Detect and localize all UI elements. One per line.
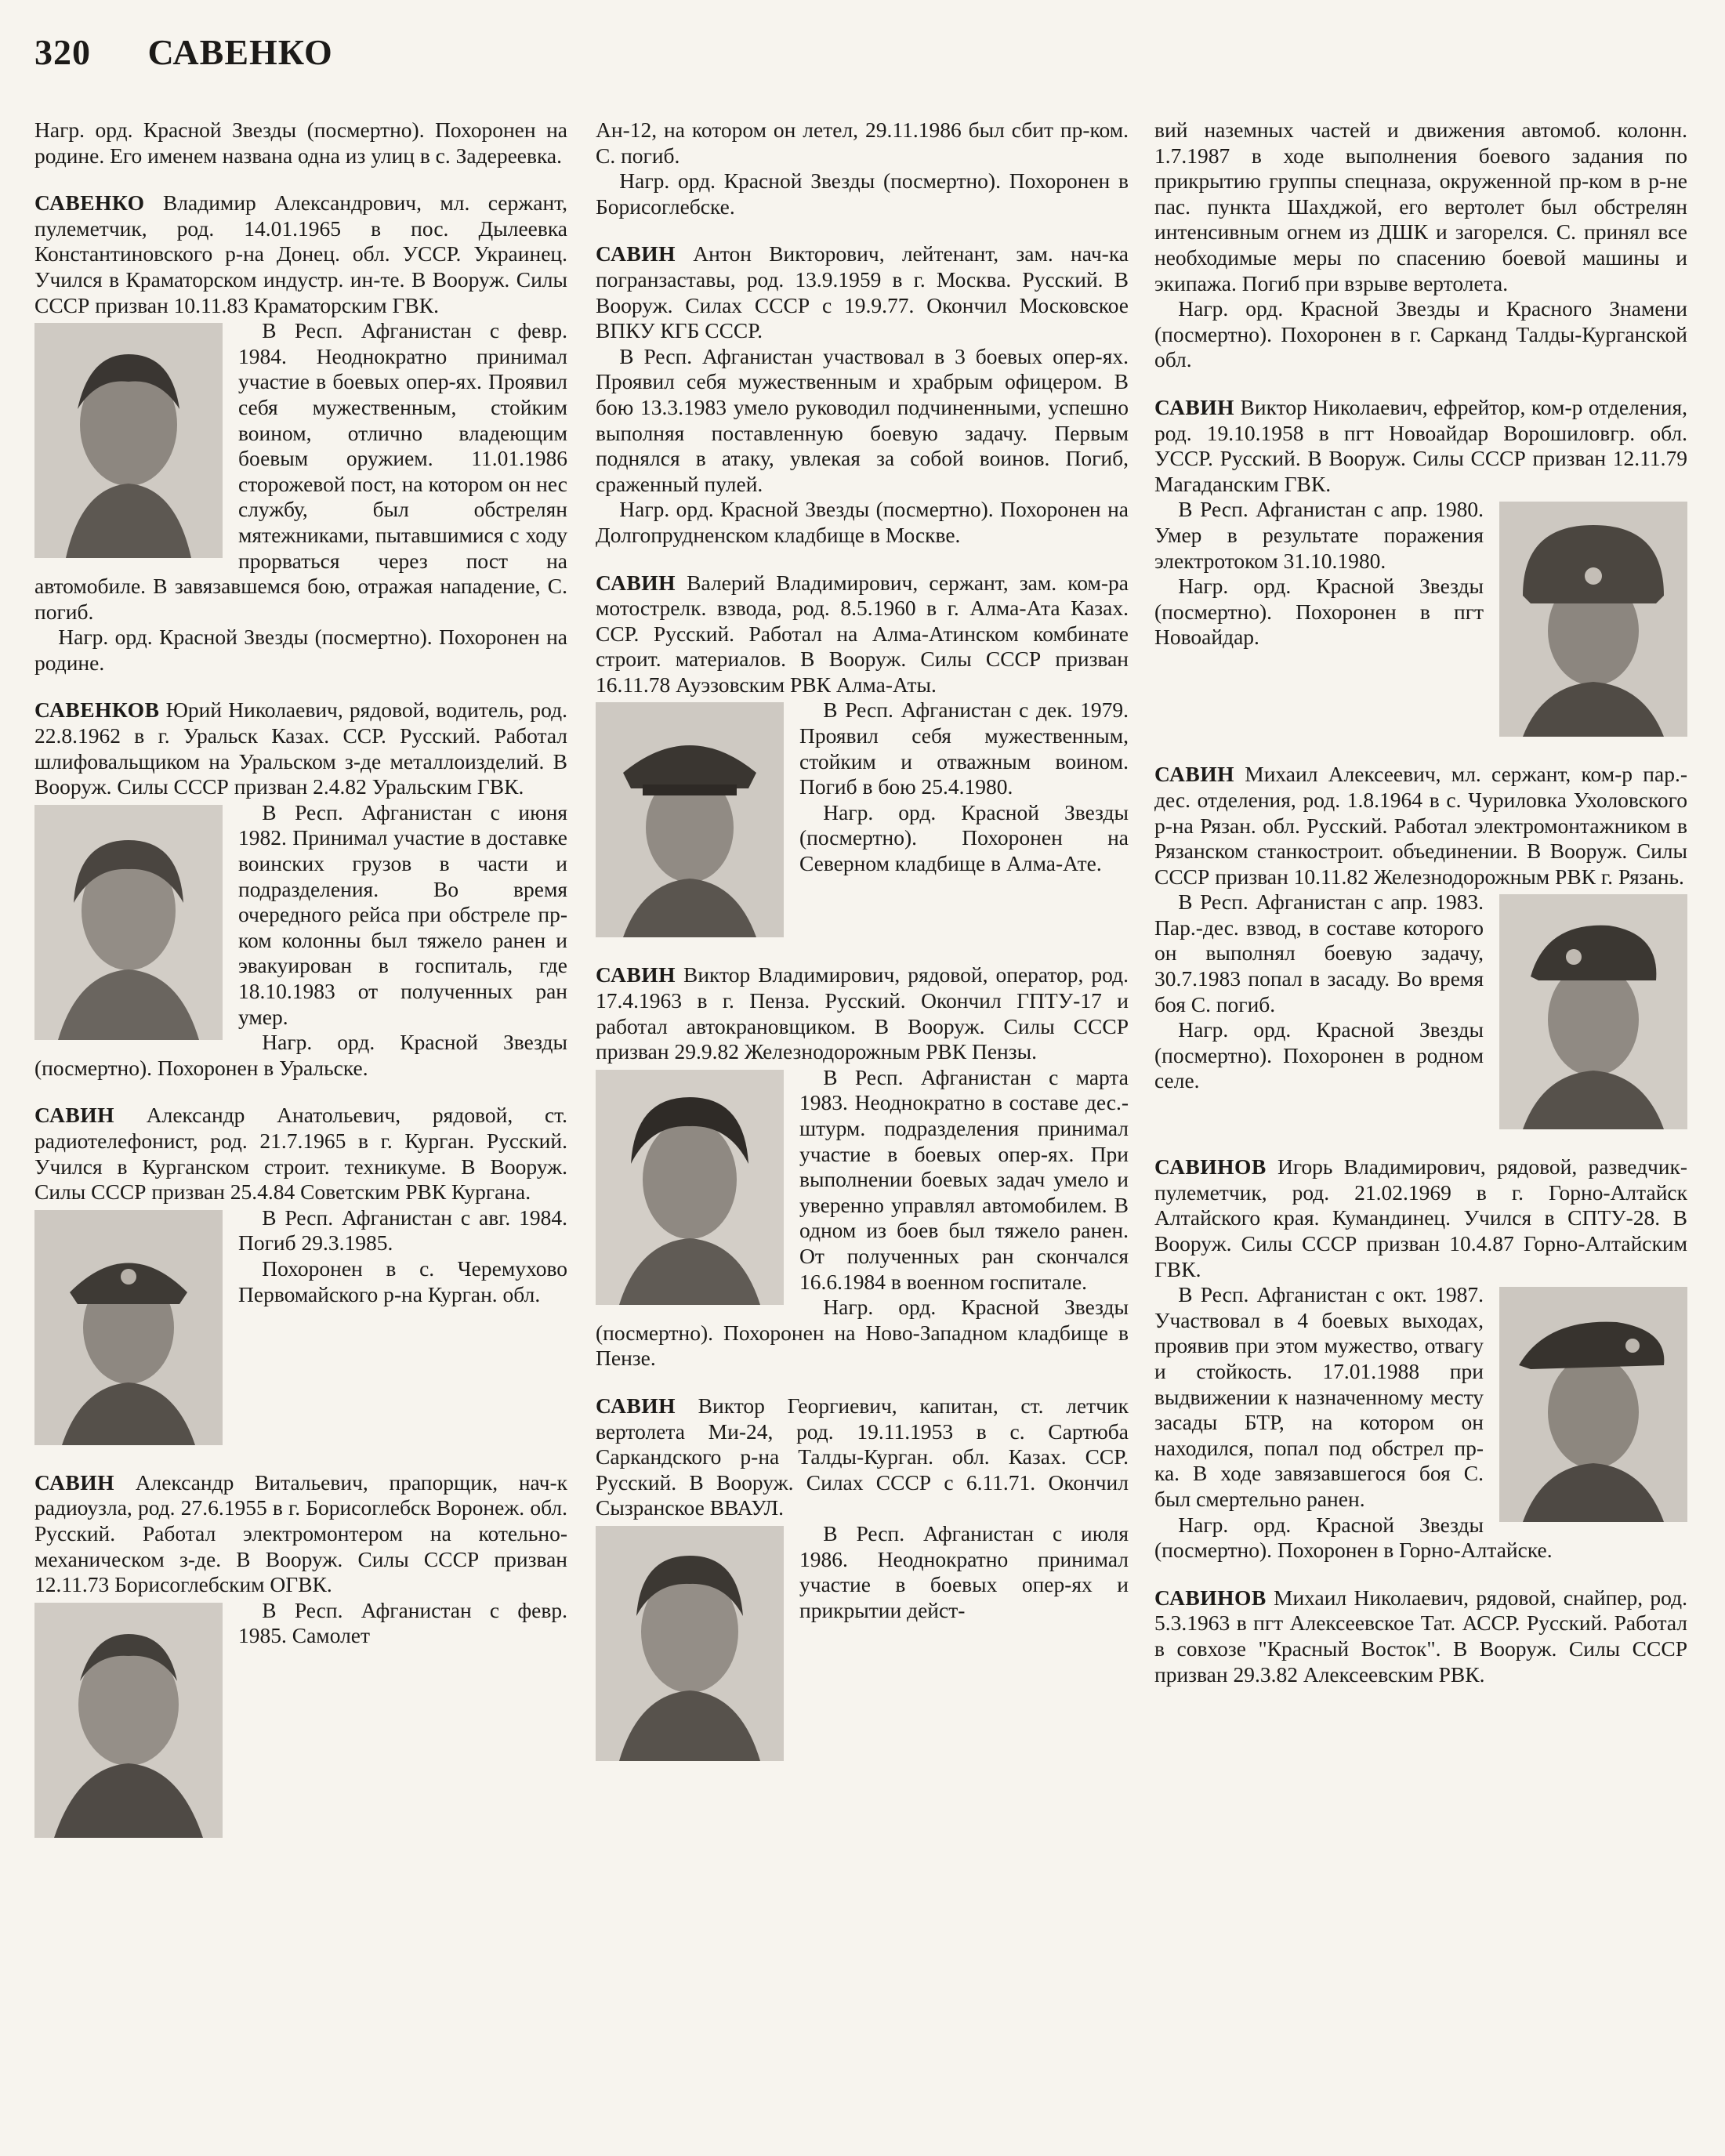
entry-continuation xyxy=(34,118,567,168)
entry-lead: Валерий Владимирович, сержант, зам. ком-ра мотострелк. взвода, род. 8.5.1960 в г. Алма-Ата Казах. ССР. Русский. Работал на Алма-Атинском комбинате строит. материалов. В Вооруж. Силы СССР призван 16.11.78 Ауэзовским РВК Алма-Аты. xyxy=(596,570,1129,697)
portrait-photo xyxy=(596,1070,784,1305)
page-header xyxy=(34,31,333,73)
entry-lead: Виктор Владимирович, рядовой, оператор, род. 17.4.1963 в г. Пенза. Русский. Окончил ГПТУ-17 и работал автокрановщиком. В Вооруж. Силы СССР призван 29.9.82 Железнодорожным РВК Пензы. xyxy=(596,962,1129,1064)
entry-savenkov-yuri xyxy=(34,698,567,1081)
entry-surname: САВИНОВ xyxy=(1154,1154,1267,1179)
entry-lead: Антон Викторович, лейтенант, зам. нач-ка погранзаставы, род. 13.9.1959 в г. Москва. Русский. В Вооруж. Силах СССР с 19.9.77. Окончил Московское ВПКУ КГБ СССР. xyxy=(596,241,1129,343)
entry-lead: Александр Витальевич, прапорщик, нач-к радиоузла, род. 27.6.1955 в г. Борисоглебск Воронеж. обл. Русский. Работал электромонтером на котельно-механическом з-де. В Вооруж. Силы СССР призван 12.11.73 Борисоглебским ОГВК. xyxy=(34,1469,568,1597)
entry-paragraph: Нагр. орд. Красной Звезды (посмертно). Похоронен на родине. Его именем названа одна из улиц в с. Задереевка. xyxy=(34,118,567,168)
entry-surname: САВИНОВ xyxy=(1154,1585,1267,1610)
entry-paragraph: В Респ. Афганистан с окт. 1987. Участвовал в 4 боевых выходах, проявив при этом мужество, отвагу и стойкость. 17.01.1988 при выдвижении к назначенному месту засады БТР, на котором он находился, попал под обстрел пр-ка. В ходе завязавшегося боя С. был смертельно ранен. xyxy=(1154,1282,1484,1511)
entry-paragraph: вий наземных частей и движения автомоб. колонн. 1.7.1987 в ходе выполнения боевого задания по прикрытию группы спецназа, окруженной пр-ком в р-не пас. пункта Шахджой, его вертолет был обстрелян интенсивным огнем из ДШК и загорелся. С. принял все необходимые меры по спасению боевой машины и экипажа. Погиб при взрыве вертолета. xyxy=(1154,118,1687,295)
entry-paragraph: В Респ. Афганистан участвовал в 3 боевых опер-ях. Проявил себя мужественным и храбрым офицером. В бою 13.3.1983 умело руководил подчиненными, успешно выполняя поставленную боевую задачу. Первым поднялся в атаку, увлекая за собой воинов. Погиб, сраженный пулей. xyxy=(596,343,1129,496)
entry-paragraph: Нагр. орд. Красной Звезды и Красного Знамени (посмертно). Похоронен в г. Сарканд Талды-Курганской обл. xyxy=(1154,296,1687,372)
entry-paragraph: Нагр. орд. Красной Звезды (посмертно). Похоронен в Уральске. xyxy=(34,1030,567,1080)
portrait-photo xyxy=(34,1210,223,1445)
entry-savin-alexander-a xyxy=(34,1103,567,1448)
entry-surname: САВИН xyxy=(596,570,676,595)
entry-lead: Игорь Владимирович, рядовой, разведчик-пулеметчик, род. 21.02.1969 в г. Горно-Алтайск Алтайского края. Кумандинец. Учился в СПТУ-28. В Вооруж. Силы СССР призван 10.4.87 Горно-Алтайским ГВК. xyxy=(1154,1154,1688,1281)
entry-lead: Виктор Георгиевич, капитан, ст. летчик вертолета Ми-24, род. 19.11.1953 в с. Сартюба Саркандского р-на Талды-Курган. обл. Казах. ССР. Русский. В Вооруж. Силах СССР с 6.11.71. Окончил Сызранское ВВАУЛ. xyxy=(596,1393,1129,1520)
entry-savinov-igor xyxy=(1154,1154,1687,1564)
entry-paragraph: Нагр. орд. Красной Звезды (посмертно). Похоронен на Долгопрудненском кладбище в Москве. xyxy=(596,497,1129,547)
entry-savin-viktor-georg xyxy=(596,1393,1129,1764)
entry-paragraph: В Респ. Афганистан с апр. 1980. Умер в результате поражения электротоком 31.10.1980. xyxy=(1154,497,1484,573)
entry-surname: САВЕНКО xyxy=(34,190,145,216)
entry-surname: САВИН xyxy=(596,1393,676,1418)
entry-surname: САВИН xyxy=(1154,762,1234,787)
entry-paragraph: Нагр. орд. Красной Звезды (посмертно). Похоронен на родине. xyxy=(34,625,567,675)
entry-savin-alexander-v xyxy=(34,1470,567,1841)
entry-savinov-mikhail xyxy=(1154,1585,1687,1687)
entry-paragraph: В Респ. Афганистан с апр. 1983. Пар.-дес. взвод, в составе которого он выполнял боевую задачу, 30.7.1983 попал в засаду. Во время боя С. погиб. xyxy=(1154,890,1484,1016)
entry-paragraph: В Респ. Афганистан с июня 1982. Принимал участие в доставке воинских грузов в части и подразделения. Во время очередного рейса при обстреле пр-ком колонны был тяжело ранен и эвакуирован в госпиталь, где 18.10.1983 от полученных ран умер. xyxy=(238,799,567,1029)
entry-paragraph: В Респ. Афганистан с февр. 1985. Самолет xyxy=(238,1597,567,1648)
portrait-photo xyxy=(596,702,784,937)
portrait-photo xyxy=(1499,502,1687,737)
entry-savin-viktor-vl xyxy=(596,962,1129,1372)
entry-surname: САВИН xyxy=(596,962,676,987)
entry-paragraph: Нагр. орд. Красной Звезды (посмертно). Похоронен на Северном кладбище в Алма-Ате. xyxy=(799,799,1129,876)
entry-lead: Владимир Александрович, мл. сержант, пулеметчик, род. 14.01.1965 в пос. Дылеевка Константиновского р-на Донец. обл. УССР. Украинец. Учился в Краматорском индустр. ин-те. В Вооруж. Силы СССР призван 10.11.83 Краматорским ГВК. xyxy=(34,190,567,317)
entry-savin-anton xyxy=(596,241,1129,548)
page-title: САВЕНКО xyxy=(147,32,333,72)
entry-surname: САВИН xyxy=(596,241,676,266)
portrait-photo xyxy=(1499,1287,1687,1522)
entry-paragraph: В Респ. Афганистан с июля 1986. Неоднократно принимал участие в боевых опер-ях и прикрытии дейст- xyxy=(799,1520,1129,1622)
entry-continuation xyxy=(596,118,1129,219)
column-1 xyxy=(34,118,567,1863)
entry-paragraph: Похоронен в с. Черемухово Первомайского р-на Курган. обл. xyxy=(238,1256,567,1306)
entry-paragraph: В Респ. Афганистан с марта 1983. Неоднократно в составе дес.-штурм. подразделения принимал участие в боевых опер-ях. При выполнении боевых задач умело и уверенно управлял автомобилем. В одном из боев был тяжело ранен. От полученных ран скончался 16.6.1984 в военном госпитале. xyxy=(799,1064,1129,1294)
entry-paragraph: Ан-12, на котором он летел, 29.11.1986 был сбит пр-ком. С. погиб. xyxy=(596,118,1129,168)
entry-paragraph: В Респ. Афганистан с февр. 1984. Неоднократно принимал участие в боевых опер-ях. Проявил себя мужественным, стойким воином, отлично владеющим боевым оружием. 11.01.1986 сторожевой пост, на котором он нес службу, был обстрелян мятежниками, пытавшимися с ходу прорваться через пост на автомобиле. В завязавшемся бою, отражая нападение, С. погиб. xyxy=(34,318,567,624)
entry-lead: Михаил Николаевич, рядовой, снайпер, род. 5.3.1963 в пгт Алексеевское Тат. АССР. Русский. Работал в совхозе "Красный Восток". В Вооруж. Силы СССР призван 29.3.82 Алексеевским РВК. xyxy=(1154,1585,1688,1687)
entry-savin-viktor-nik xyxy=(1154,395,1687,740)
entry-surname: САВЕНКОВ xyxy=(34,698,160,723)
entry-savenko-vladimir xyxy=(34,190,567,676)
column-3 xyxy=(1154,118,1687,1709)
entry-paragraph: Нагр. орд. Красной Звезды (посмертно). Похоронен на Ново-Западном кладбище в Пензе. xyxy=(596,1295,1129,1371)
entry-paragraph: Нагр. орд. Красной Звезды (посмертно). Похоронен в Горно-Алтайске. xyxy=(1154,1512,1553,1563)
entry-savin-valery xyxy=(596,571,1129,941)
entry-surname: САВИН xyxy=(34,1469,114,1495)
entry-lead: Михаил Алексеевич, мл. сержант, ком-р пар.-дес. отделения, род. 1.8.1964 в с. Чуриловка Ухоловского р-на Рязан. обл. Русский. Работал электромонтажником в Рязанском станкостроит. объединении. В Вооруж. Силы СССР призван 10.11.82 Железнодорожным РВК г. Рязань. xyxy=(1154,762,1688,889)
entry-continuation xyxy=(1154,118,1687,373)
entry-surname: САВИН xyxy=(34,1103,114,1128)
entry-surname: САВИН xyxy=(1154,394,1234,419)
entry-paragraph: Нагр. орд. Красной Звезды (посмертно). Похоронен в родном селе. xyxy=(1154,1017,1484,1093)
portrait-photo xyxy=(1499,894,1687,1129)
column-2 xyxy=(596,118,1129,1786)
entry-lead: Юрий Николаевич, рядовой, водитель, род. 22.8.1962 в г. Уральск Казах. ССР. Русский. Работал шлифовальщиком на Уральском з-де металлоизделий. В Вооруж. Силы СССР призван 2.4.82 Уральским ГВК. xyxy=(34,698,567,799)
entry-paragraph: В Респ. Афганистан с дек. 1979. Проявил себя мужественным, стойким и отважным воином. Погиб в бою 25.4.1980. xyxy=(799,698,1129,799)
entry-paragraph: Нагр. орд. Красной Звезды (посмертно). Похоронен в Борисоглебске. xyxy=(596,168,1129,219)
entry-lead: Виктор Николаевич, ефрейтор, ком-р отделения, род. 19.10.1958 в пгт Новоайдар Ворошиловгр. обл. УССР. Русский. В Вооруж. Силы СССР призван 12.11.79 Магаданским ГВК. xyxy=(1154,394,1688,496)
portrait-photo xyxy=(34,323,223,558)
entry-lead: Александр Анатольевич, рядовой, ст. радиотелефонист, род. 21.7.1965 в г. Курган. Русский. Учился в Курганском строит. техникуме. В Вооруж. Силы СССР призван 25.4.84 Советским РВК Кургана. xyxy=(34,1103,567,1205)
entry-paragraph: Нагр. орд. Красной Звезды (посмертно). Похоронен в пгт Новоайдар. xyxy=(1154,574,1484,650)
portrait-photo xyxy=(596,1526,784,1761)
portrait-photo xyxy=(34,805,223,1040)
entry-savin-mikhail xyxy=(1154,762,1687,1132)
entry-paragraph: В Респ. Афганистан с авг. 1984. Погиб 29.3.1985. xyxy=(238,1205,567,1256)
portrait-photo xyxy=(34,1603,223,1838)
page-number: 320 xyxy=(34,32,91,72)
